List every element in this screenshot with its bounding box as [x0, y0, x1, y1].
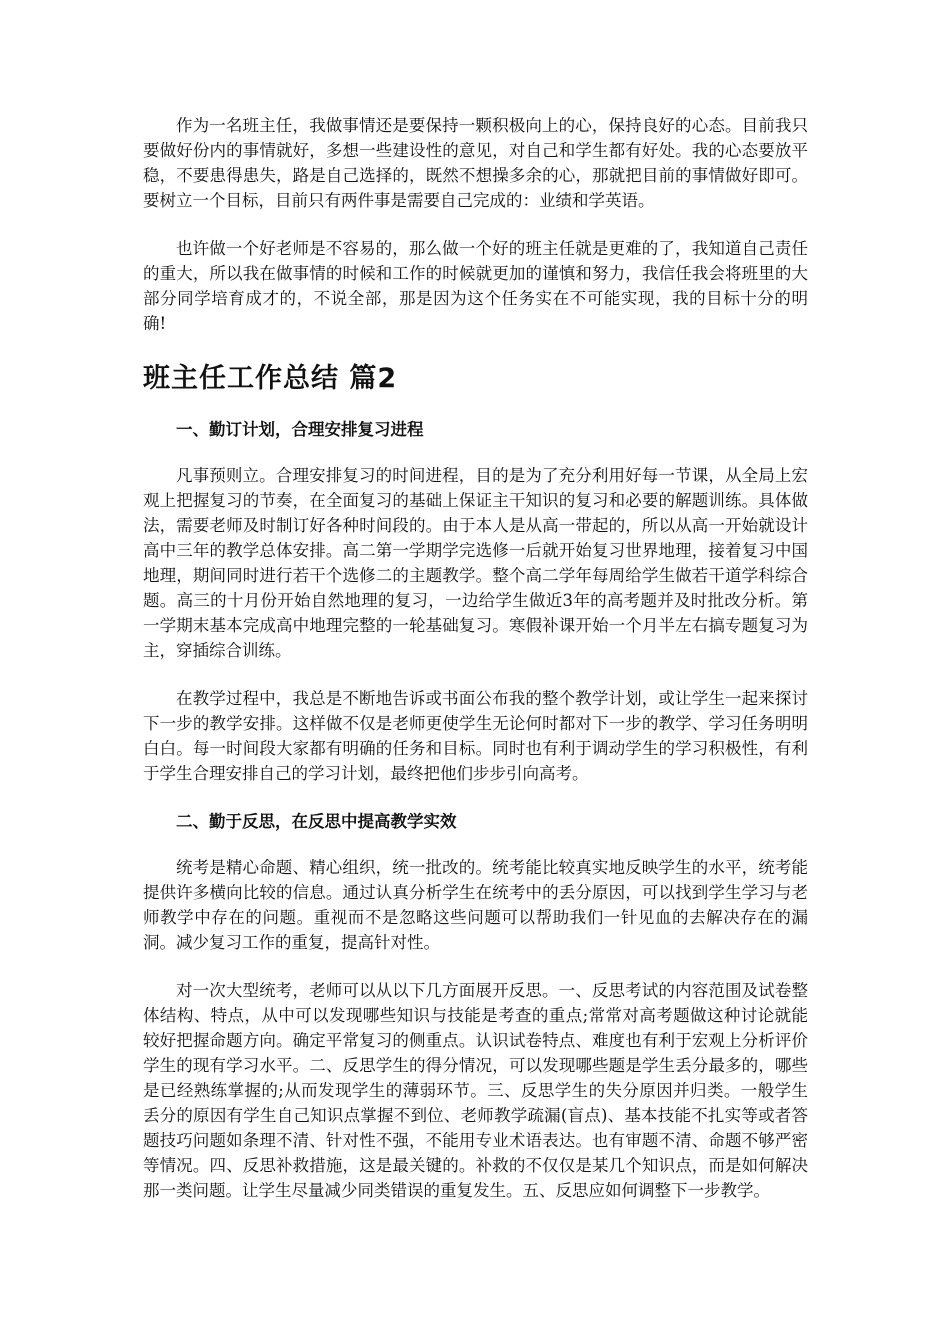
body-paragraph: 作为一名班主任，我做事情还是要保持一颗积极向上的心，保持良好的心态。目前我只要做好份内的事情就好，多想一些建设性的意见，对自己和学生都有好处。我的心态要放平稳，不要患得患失，路是自己选择的，既然不想操多余的心，那就把目前的事情做好即可。要树立一个目标，目前只有两件事是需要自己完成的：业绩和学英语。 — [143, 116, 808, 210]
body-paragraph: 对一次大型统考，老师可以从以下几方面展开反思。一、反思考试的内容范围及试卷整体结构、特点，从中可以发现哪些知识与技能是考查的重点;常常对高考题做这种讨论就能较好把握命题方向。确定平常复习的侧重点。认识试卷特点、难度也有利于宏观上分析评价学生的现有学习水平。二、反思学生的得分情况，可以发现哪些题是学生丢分最多的，哪些是已经熟练掌握的;从而发现学生的薄弱环节。三、反思学生的失分原因并归类。一般学生丢分的原因有学生自己知识点掌握不到位、老师教学疏漏(盲点)、基本技能不扎实等或者答题技巧问题如条理不清、针对性不强，不能用专业术语表达。也有审题不清、命题不够严密等情况。四、反思补救措施，这是最关键的。补救的不仅仅是某几个知识点，而是如何解决那一类问题。让学生尽量减少同类错误的重复发生。五、反思应如何调整下一步教学。 — [143, 981, 808, 1200]
body-paragraph: 凡事预则立。合理安排复习的时间进程，目的是为了充分利用好每一节课，从全局上宏观上把握复习的节奏，在全面复习的基础上保证主干知识的复习和必要的解题训练。具体做法，需要老师及时制订好各种时间段的。由于本人是从高一带起的，所以从高一开始就设计高中三年的教学总体安排。高二第一学期学完选修一后就开始复习世界地理，接着复习中国地理，期间同时进行若干个选修二的主题教学。整个高二学年每周给学生做若干道学科综合题。高三的十月份开始自然地理的复习，一边给学生做近3年的高考题并及时批改分析。第一学期末基本完成高中地理完整的一轮基础复习。寒假补课开始一个月半左右搞专题复习为主，穿插综合训练。 — [143, 466, 808, 660]
subsection-heading: 二、勤于反思，在反思中提高教学实效 — [176, 812, 457, 831]
subsection-heading: 一、勤订计划，合理安排复习进程 — [176, 420, 424, 439]
section-title: 班主任工作总结 篇2 — [143, 363, 398, 394]
document-body — [143, 113, 808, 1226]
body-paragraph: 在教学过程中，我总是不断地告诉或书面公布我的整个教学计划，或让学生一起来探讨下一步的教学安排。这样做不仅是老师更使学生无论何时都对下一步的教学、学习任务明明白白。每一时间段大家都有明确的任务和目标。同时也有利于调动学生的学习积极性，有利于学生合理安排自己的学习计划，最终把他们步步引向高考。 — [143, 689, 808, 783]
body-paragraph: 也许做一个好老师是不容易的，那么做一个好的班主任就是更难的了，我知道自己责任的重大，所以我在做事情的时候和工作的时候就更加的谨慎和努力，我信任我会将班里的大部分同学培育成才的，不说全部，那是因为这个任务实在不可能实现，我的目标十分的明确! — [143, 239, 808, 333]
body-paragraph: 统考是精心命题、精心组织，统一批改的。统考能比较真实地反映学生的水平，统考能提供许多横向比较的信息。通过认真分析学生在统考中的丢分原因，可以找到学生学习与老师教学中存在的问题。重视而不是忽略这些问题可以帮助我们一针见血的去解决存在的漏洞。减少复习工作的重复，提高针对性。 — [143, 858, 808, 952]
